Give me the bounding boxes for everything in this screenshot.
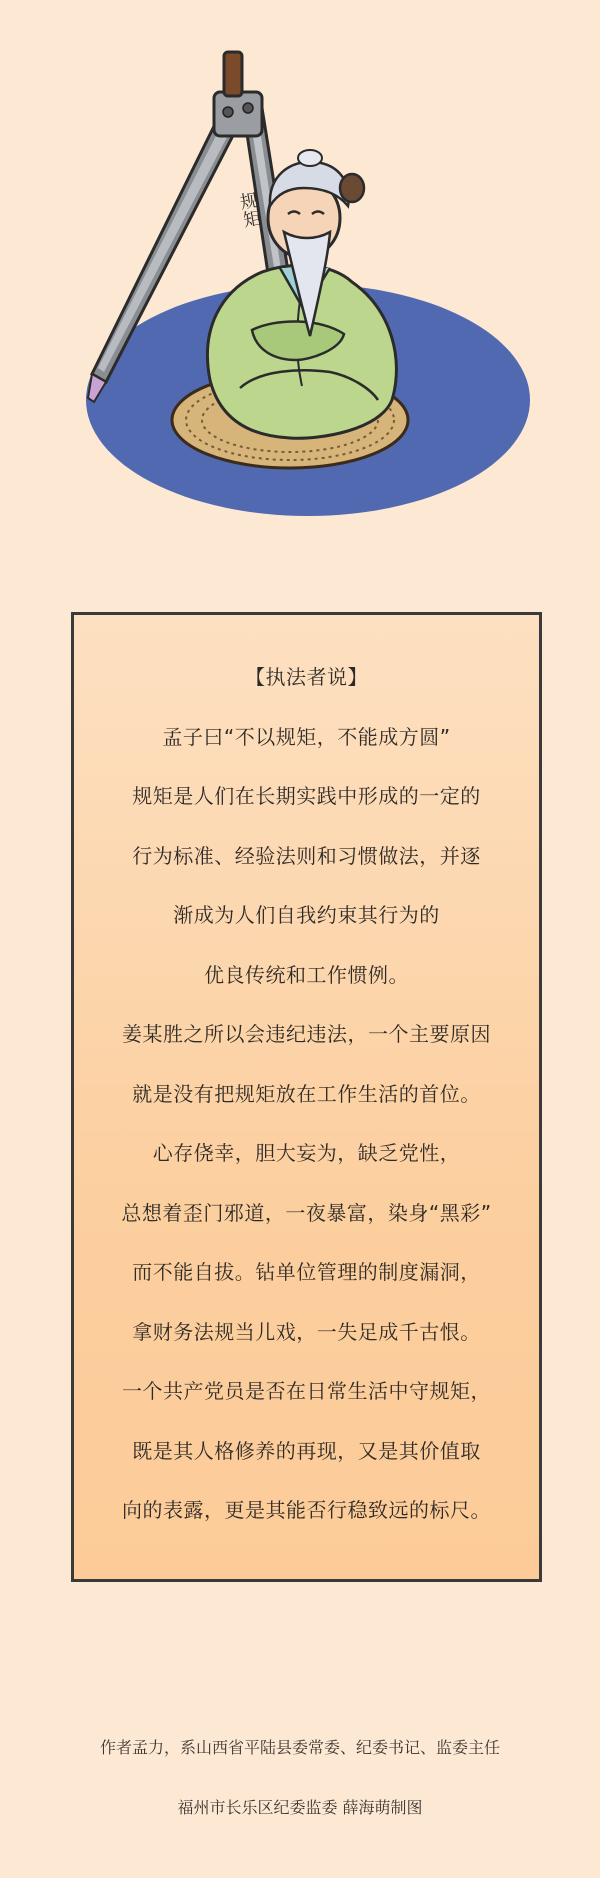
article-line: 心存侥幸，胆大妄为，缺乏党性， <box>152 1141 461 1165</box>
article-line: 行为标准、经验法则和习惯做法，并逐 <box>132 843 481 868</box>
article-title: 【执法者说】 <box>245 665 368 689</box>
article-line: 而不能自拔。钻单位管理的制度漏洞， <box>132 1260 481 1284</box>
article-line: 渐成为人们自我约束其行为的 <box>173 903 440 927</box>
article-line: 孟子曰“不以规矩，不能成方圆” <box>162 724 451 749</box>
article-line: 就是没有把规矩放在工作生活的首位。 <box>132 1081 481 1106</box>
article-line: 向的表露，更是其能否行稳致远的标尺。 <box>122 1498 491 1522</box>
article-lines <box>74 663 539 1556</box>
author-credit: 作者孟力，系山西省平陆县委常委、纪委书记、监委主任 <box>99 1738 500 1757</box>
compass-label: 规矩 <box>235 190 263 230</box>
illustration-sage-with-compass <box>0 0 600 560</box>
article-text-box <box>71 612 542 1582</box>
article-line: 拿财务法规当儿戏，一失足成千古恨。 <box>132 1319 481 1344</box>
article-line: 规矩是人们在长期实践中形成的一定的 <box>132 784 481 808</box>
article-line: 姜某胜之所以会违纪违法，一个主要原因 <box>122 1022 491 1046</box>
article-line: 既是其人格修养的再现，又是其价值取 <box>132 1438 481 1463</box>
artist-credit: 福州市长乐区纪委监委 薛海萌制图 <box>177 1798 423 1817</box>
article-line: 优良传统和工作惯例。 <box>204 962 409 987</box>
article-line: 总想着歪门邪道，一夜暴富，染身“黑彩” <box>121 1200 492 1225</box>
article-line: 一个共产党员是否在日常生活中守规矩， <box>122 1379 491 1403</box>
